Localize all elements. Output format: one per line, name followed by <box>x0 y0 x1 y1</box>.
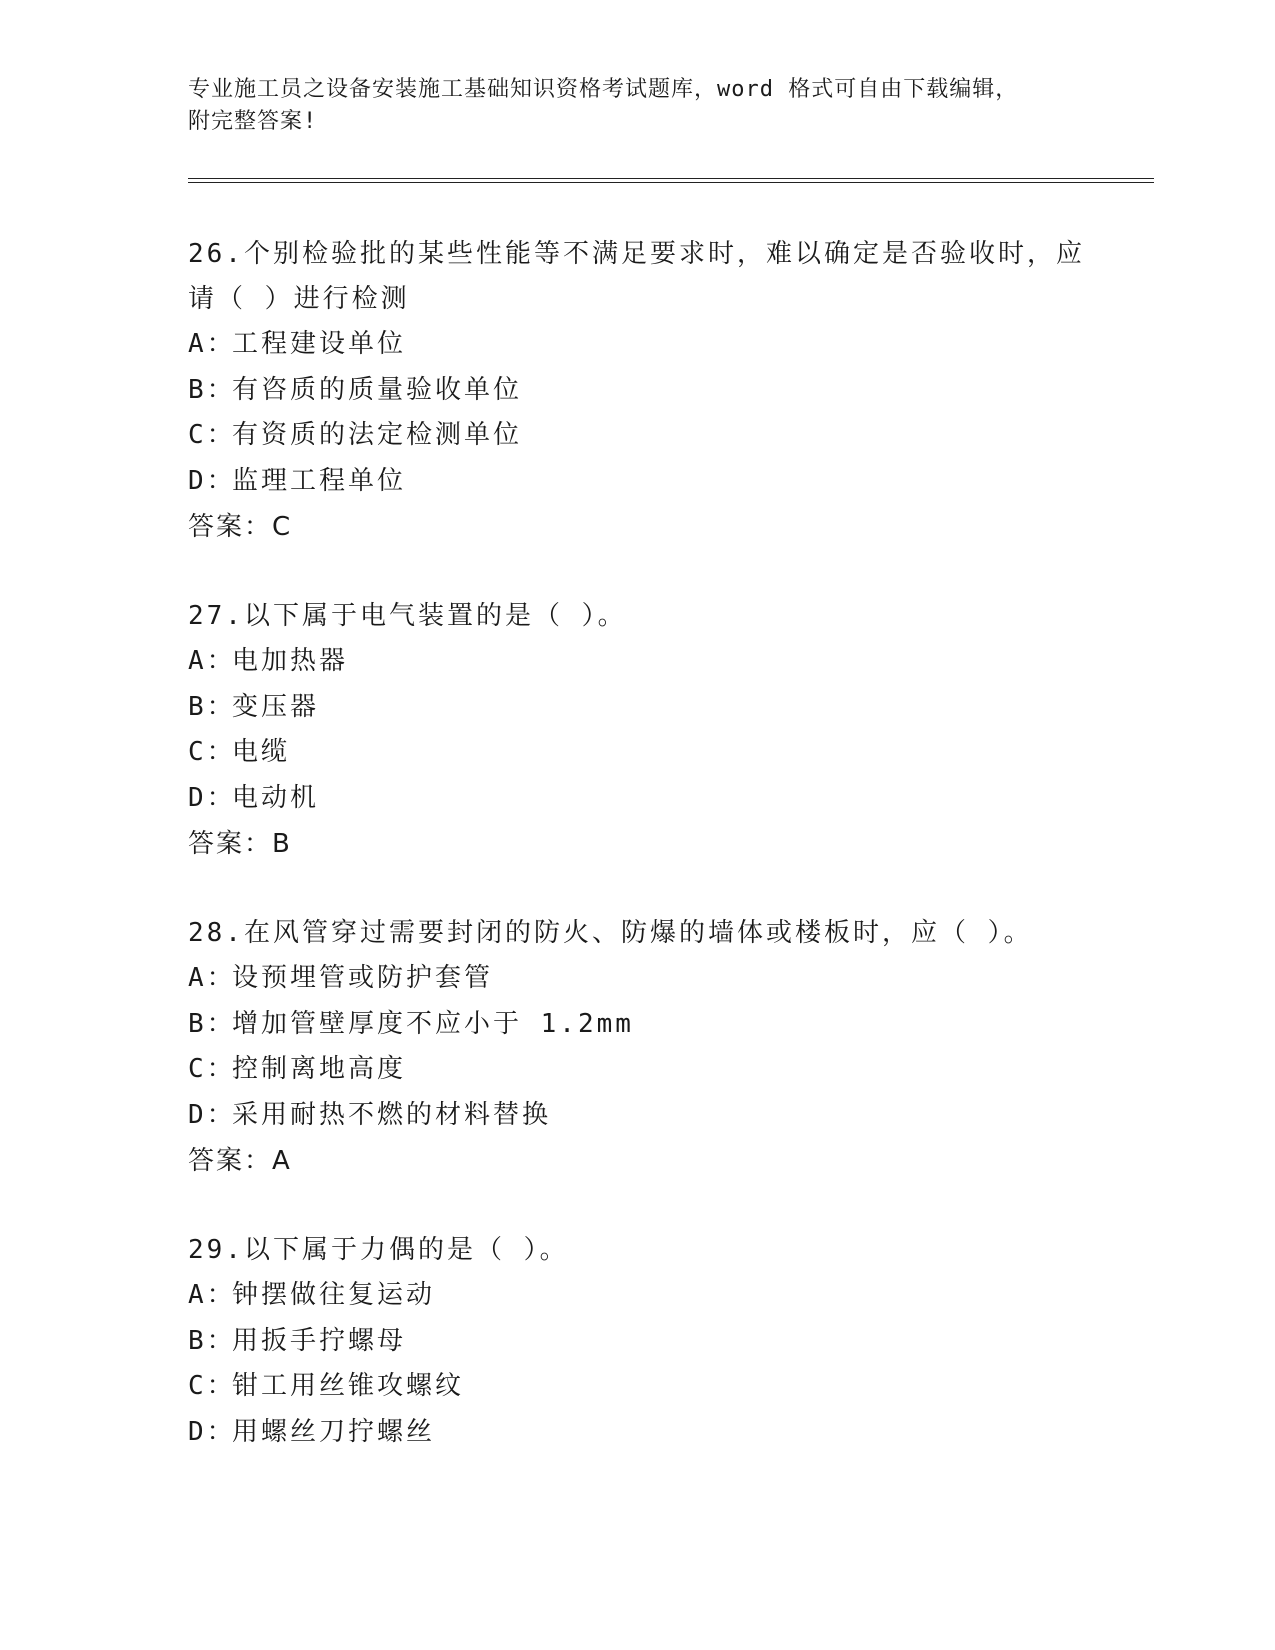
option-text: 电加热器 <box>232 646 349 676</box>
option-letter: A： <box>188 963 236 993</box>
option-letter: B： <box>188 691 236 722</box>
option-c <box>188 1047 1088 1093</box>
option-c <box>188 1364 1088 1410</box>
option-c <box>188 730 1088 776</box>
option-text: 用螺丝刀拧螺丝 <box>232 1416 436 1447</box>
option-text: 钟摆做往复运动 <box>232 1280 436 1310</box>
question-stem: 28.在风管穿过需要封闭的防火、防爆的墙体或楼板时，应（ ）。 <box>188 918 1033 948</box>
header-line-1: 专业施工员之设备安装施工基础知识资格考试题库，word 格式可自由下载编辑， <box>188 77 1019 102</box>
option-text: 钳工用丝锥攻螺纹 <box>232 1371 465 1401</box>
option-b <box>188 1319 1088 1365</box>
option-text: 有资质的法定检测单位 <box>232 420 523 450</box>
option-text: 设预埋管或防护套管 <box>232 963 494 993</box>
option-letter: D： <box>188 782 236 813</box>
option-b <box>188 368 1088 414</box>
option-text: 控制离地高度 <box>232 1054 407 1084</box>
question-list <box>188 232 1088 1499</box>
option-d <box>188 1093 1088 1139</box>
option-a <box>188 1273 1088 1319</box>
option-text: 监理工程单位 <box>232 465 407 496</box>
question-stem: 26.个别检验批的某些性能等不满足要求时，难以确定是否验收时，应 <box>188 239 1085 269</box>
option-b <box>188 1002 1088 1048</box>
option-b <box>188 685 1088 731</box>
option-letter: D： <box>188 1416 236 1447</box>
option-a <box>188 639 1088 685</box>
option-letter: A： <box>188 1280 236 1310</box>
option-letter: D： <box>188 465 236 496</box>
option-text: 采用耐热不燃的材料替换 <box>232 1099 552 1130</box>
option-letter: A： <box>188 646 236 676</box>
header-line-2: 附完整答案! <box>188 109 318 134</box>
option-a <box>188 956 1088 1002</box>
question-29 <box>188 1228 1088 1455</box>
option-letter: B： <box>188 374 236 405</box>
question-28 <box>188 911 1088 1184</box>
question-stem: 27.以下属于电气装置的是（ ）。 <box>188 601 627 631</box>
option-text: 工程建设单位 <box>232 329 407 359</box>
option-letter: B： <box>188 1008 236 1039</box>
option-d <box>188 776 1088 822</box>
option-c <box>188 413 1088 459</box>
option-d <box>188 1410 1088 1456</box>
option-text: 用扳手拧螺母 <box>232 1325 407 1356</box>
option-text: 电动机 <box>232 782 320 813</box>
answer-line: 答案：A <box>188 1146 292 1176</box>
header-divider <box>188 178 1154 183</box>
option-d <box>188 459 1088 505</box>
option-letter: B： <box>188 1325 236 1356</box>
option-text: 有咨质的质量验收单位 <box>232 374 523 405</box>
option-a <box>188 322 1088 368</box>
option-letter: C： <box>188 1371 236 1401</box>
option-letter: C： <box>188 737 236 767</box>
question-stem-continued: 请（ ）进行检测 <box>188 284 410 314</box>
answer-line: 答案：B <box>188 829 292 859</box>
option-letter: D： <box>188 1099 236 1130</box>
option-letter: C： <box>188 1054 236 1084</box>
option-text: 增加管壁厚度不应小于 1.2mm <box>232 1008 634 1039</box>
question-26 <box>188 232 1088 550</box>
option-text: 电缆 <box>232 737 291 767</box>
question-stem: 29.以下属于力偶的是（ ）。 <box>188 1235 569 1265</box>
option-letter: A： <box>188 329 236 359</box>
option-letter: C： <box>188 420 236 450</box>
document-header <box>188 74 1088 138</box>
question-27 <box>188 594 1088 867</box>
option-text: 变压器 <box>232 691 320 722</box>
answer-line: 答案：C <box>188 512 293 542</box>
